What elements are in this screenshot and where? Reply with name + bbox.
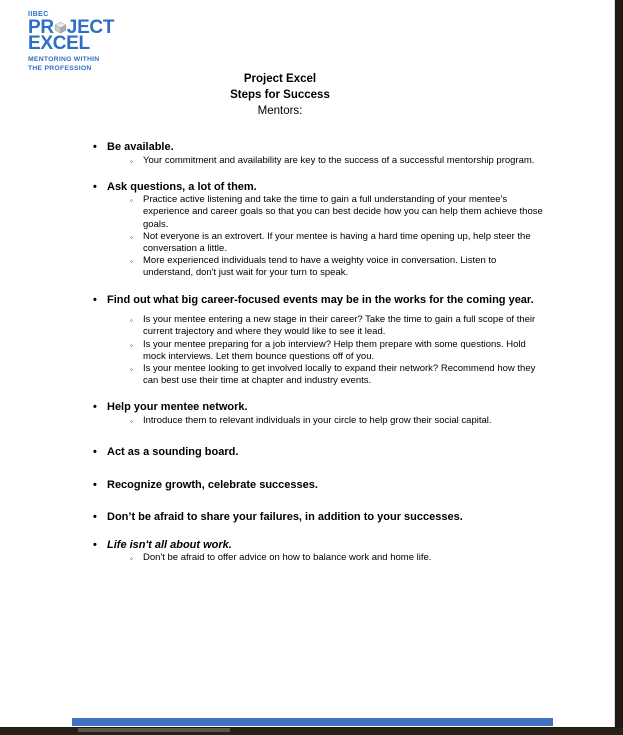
bullet-marker: •: [93, 538, 97, 551]
step-detail: [130, 552, 543, 564]
list-spacer: [0, 280, 614, 293]
step-detail: [130, 194, 543, 231]
step-heading-text: Ask questions, a lot of them.: [107, 180, 257, 193]
list-spacer: [0, 525, 614, 538]
logo-wordmark-pr: PR: [28, 17, 54, 38]
step-heading-text: Be available.: [107, 141, 174, 153]
step-detail-text: Is your mentee entering a new stage in their career? Take the time to gain a full scope of their current trajectory and where they would like to see it lead.: [143, 314, 536, 338]
logo-tagline-line1: MENTORING WITHIN: [28, 56, 100, 63]
step-detail: [130, 255, 543, 279]
logo-wordmark-line2: EXCEL: [28, 33, 90, 54]
step-detail-text: Is your mentee looking to get involved locally to expand their network? Recommend how they can best use their time at chapter and industry events.: [143, 362, 536, 387]
steps-list: [0, 140, 614, 564]
step-heading: [93, 400, 537, 415]
step-heading: [93, 180, 537, 195]
step-detail: [130, 155, 543, 167]
step-heading-text: Recognize growth, celebrate successes.: [107, 478, 318, 491]
page-subtitle: Steps for Success: [230, 88, 330, 101]
step-heading: [93, 538, 537, 553]
logo-wordmark-ject: JECT: [66, 17, 115, 38]
list-spacer: [0, 167, 614, 180]
list-spacer: [0, 387, 614, 400]
step-heading: [93, 510, 537, 525]
bullet-marker: •: [93, 293, 97, 306]
bullet-marker: •: [93, 478, 97, 491]
logo-tagline-line2: THE PROFESSION: [28, 64, 92, 72]
bullet-marker: •: [93, 180, 97, 193]
step-detail: [130, 415, 543, 427]
document-title-block: [0, 72, 560, 119]
step-heading: [93, 478, 537, 493]
sub-bullet-marker: ◦: [130, 340, 133, 350]
bullet-marker: •: [93, 511, 97, 524]
list-spacer: [0, 427, 614, 445]
step-heading: [93, 445, 537, 460]
step-detail-text: Is your mentee preparing for a job interview? Help them prepare with some questions. Hold mock interviews. Let them bounce questions off of you.: [143, 338, 526, 362]
list-spacer: [0, 460, 614, 478]
step-heading: [93, 140, 537, 155]
step-heading: [93, 293, 537, 308]
step-detail: [130, 314, 543, 338]
bullet-marker: •: [93, 401, 97, 414]
sub-bullet-marker: ◦: [130, 156, 133, 166]
step-detail-text: Practice active listening and take the time to gain a full understanding of your mentee's experience and career goals so that you can best decide how you can help them achieve those goals.: [143, 194, 543, 230]
bullet-marker: •: [93, 141, 97, 153]
step-detail-text: Introduce them to relevant individuals in your circle to help grow their social capital.: [143, 414, 492, 426]
step-heading-text: Help your mentee network.: [107, 401, 248, 414]
step-detail-text: More experienced individuals tend to have a weighty voice in conversation. Listen to understand, don't just wait for your turn to speak.: [143, 255, 497, 279]
step-detail: [130, 363, 543, 387]
step-detail: [130, 339, 543, 363]
step-detail: [130, 231, 543, 255]
iibec-project-excel-logo: [28, 11, 120, 73]
step-heading-text: Find out what big career-focused events may be in the works for the coming year.: [107, 293, 534, 306]
list-spacer: [0, 492, 614, 510]
step-heading-text: Act as a sounding board.: [107, 446, 239, 459]
logo-tagline: [28, 56, 120, 73]
step-heading-text: Don’t be afraid to share your failures, in addition to your successes.: [107, 511, 463, 524]
sub-bullet-marker: ◦: [130, 316, 133, 326]
page-title: Project Excel: [243, 73, 317, 85]
step-detail-text: Your commitment and availability are key to the success of a successful mentorship program.: [143, 154, 535, 166]
sub-bullet-marker: ◦: [130, 416, 133, 426]
step-heading-text: Life isn't all about work.: [107, 538, 232, 551]
sub-bullet-marker: ◦: [130, 232, 133, 242]
list-spacer: [0, 307, 614, 314]
sub-bullet-marker: ◦: [130, 364, 133, 374]
audience-label: Mentors:: [257, 105, 303, 117]
sub-bullet-marker: ◦: [130, 554, 133, 564]
sub-bullet-marker: ◦: [130, 257, 133, 267]
footer-accent-bar: [72, 718, 553, 726]
sub-bullet-marker: ◦: [130, 196, 133, 206]
step-detail-text: Don't be afraid to offer advice on how to balance work and home life.: [143, 552, 432, 564]
bullet-marker: •: [93, 446, 97, 459]
step-detail-text: Not everyone is an extrovert. If your mentee is having a hard time opening up, help steer the conversation a little.: [143, 230, 531, 255]
window-bottom-band-light: [78, 728, 230, 732]
logo-org-name: IIBEC: [28, 11, 49, 18]
